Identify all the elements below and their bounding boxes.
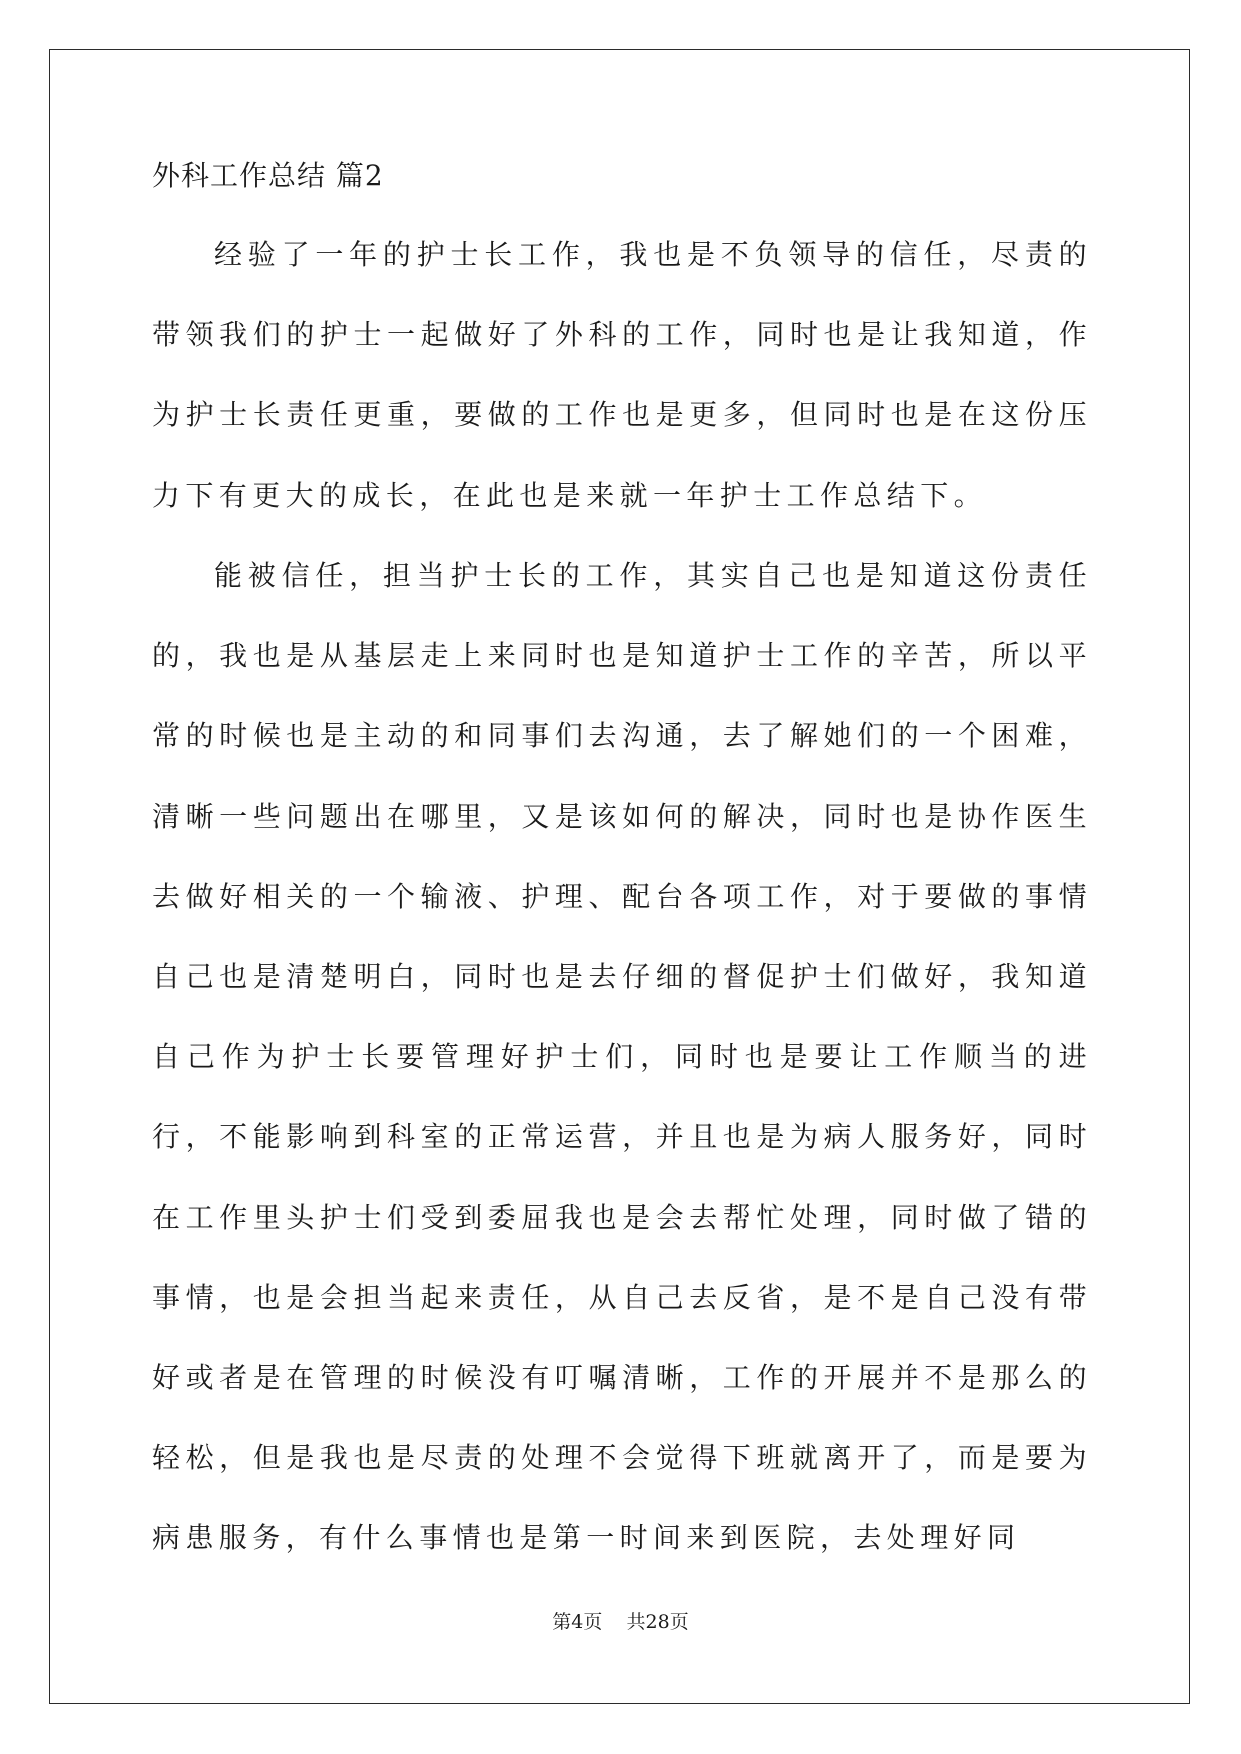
page-footer (0, 1610, 1241, 1634)
paragraph-2: 能被信任，担当护士长的工作，其实自己也是知道这份责任的，我也是从基层走上来同时也是知道护士工作的辛苦，所以平常的时候也是主动的和同事们去沟通，去了解她们的一个困难，清晰一些问题出在哪里，又是该如何的解决，同时也是协作医生去做好相关的一个输液、护理、配台各项工作，对于要做的事情自己也是清楚明白，同时也是去仔细的督促护士们做好，我知道自己作为护士长要管理好护士们，同时也是要让工作顺当的进行，不能影响到科室的正常运营，并且也是为病人服务好，同时在工作里头护士们受到委屈我也是会去帮忙处理，同时做了错的事情，也是会担当起来责任，从自己去反省，是不是自己没有带好或者是在管理的时候没有叮嘱清晰，工作的开展并不是那么的轻松，但是我也是尽责的处理不会觉得下班就离开了，而是要为病患服务，有什么事情也是第一时间来到医院，去处理好同 (152, 559, 1092, 1555)
page-number: 第4页 共28页 (552, 1611, 689, 1633)
document-body (152, 158, 1092, 1555)
document-title: 外科工作总结 篇2 (152, 159, 384, 192)
paragraph-1: 经验了一年的护士长工作，我也是不负领导的信任，尽责的带领我们的护士一起做好了外科的工作，同时也是让我知道，作为护士长责任更重，要做的工作也是更多，但同时也是在这份压力下有更大的成长，在此也是来就一年护士工作总结下。 (152, 238, 1092, 512)
